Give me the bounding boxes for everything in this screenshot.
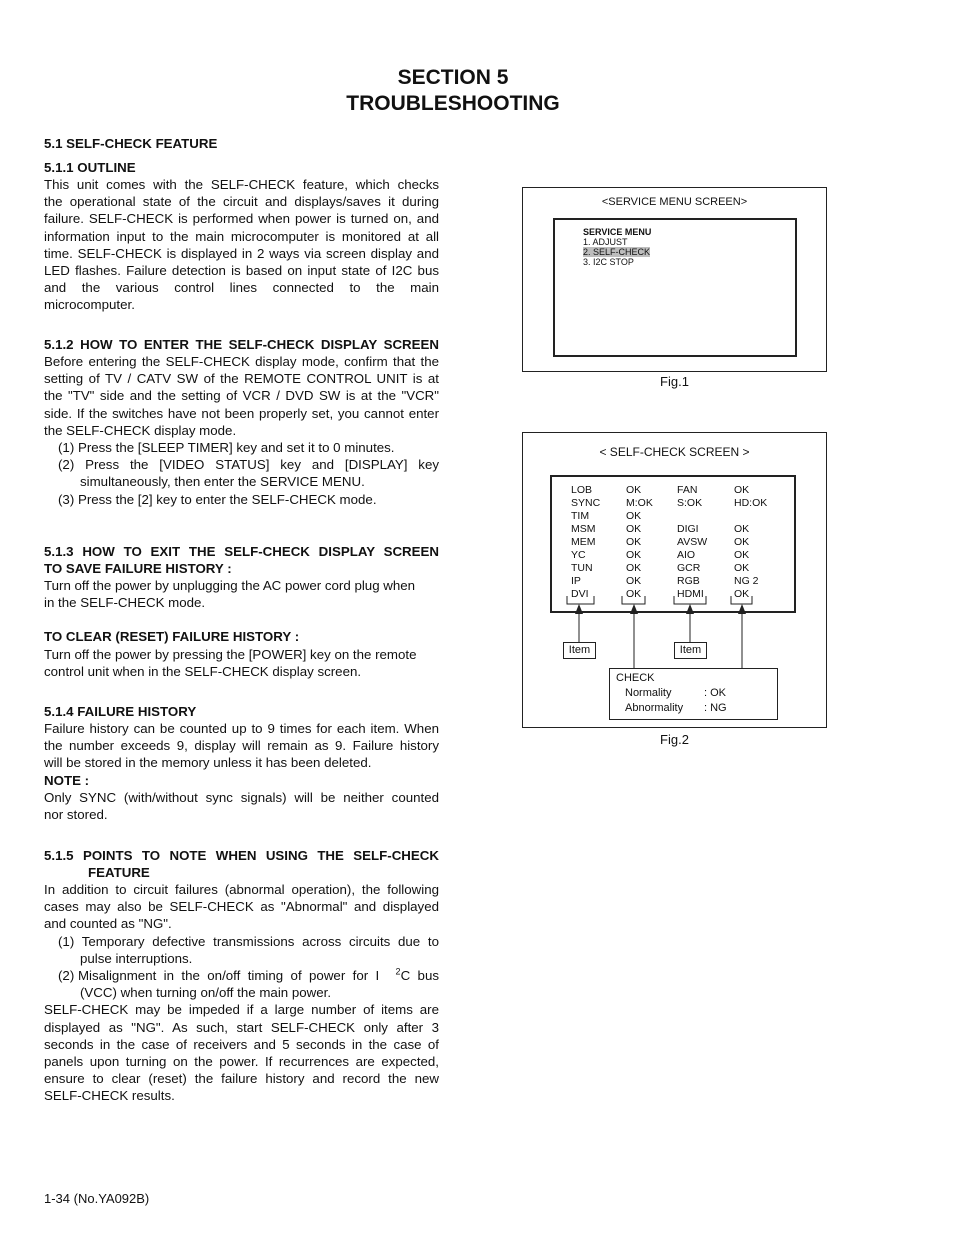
heading-5-1-2: 5.1.2 HOW TO ENTER THE SELF-CHECK DISPLAY SCREEN [44, 337, 439, 352]
text-line: This unit comes with the SELF-CHECK feature, which checks [44, 177, 439, 192]
item-name: FAN [677, 484, 698, 496]
bracket-ok-2 [731, 596, 752, 604]
text-line: side. If the switches have not been properly set, you cannot enter [44, 405, 439, 421]
text-line: control unit when in the SELF-CHECK display screen. [44, 664, 362, 680]
text-line: will be stored in the memory unless it has been deleted. [44, 755, 372, 771]
point-2-cont: (VCC) when turning on/off the main power. [80, 985, 332, 1001]
service-menu-header: <SERVICE MENU SCREEN> [601, 196, 748, 208]
item-label-2: Item [674, 642, 707, 659]
item-status: HD:OK [734, 497, 768, 509]
item-status: OK [626, 523, 642, 535]
text-line: SELF-CHECK results. [44, 1088, 175, 1104]
text-line: nor stored. [44, 807, 108, 823]
heading-5-1-4: 5.1.4 FAILURE HISTORY [44, 704, 197, 719]
note-label: NOTE : [44, 772, 90, 788]
text-line: LED flashes. Failure detection is based on input state of I2C bus [44, 263, 439, 279]
superscript: 2 [395, 966, 401, 977]
text-line: panels upon turning on the power. If recurrences are expected, [44, 1054, 439, 1070]
text-line: cases may also be SELF-CHECK as "Abnormal" and displayed [44, 899, 439, 915]
text-line: setting of TV / CATV SW of the REMOTE CONTROL UNIT is at [44, 371, 439, 387]
self-check-header: < SELF-CHECK SCREEN > [599, 445, 750, 459]
subheading-save: TO SAVE FAILURE HISTORY : [44, 561, 232, 576]
heading-5-1-1: 5.1.1 OUTLINE [44, 160, 136, 175]
item-name: DIGI [677, 523, 699, 535]
arrow-head-icon [630, 604, 638, 614]
text-line: Before entering the SELF-CHECK display mode, confirm that the [44, 354, 439, 369]
item-name: DVI [571, 588, 589, 600]
subheading-clear: TO CLEAR (RESET) FAILURE HISTORY : [44, 629, 300, 644]
normality-value: : OK [704, 687, 727, 699]
item-status: OK [626, 588, 642, 600]
item-status: OK [626, 484, 642, 496]
text-segment: (2) Misalignment in the on/off timing of power for I [58, 968, 380, 984]
text-line: in the SELF-CHECK mode. [44, 595, 206, 611]
item-status: OK [626, 536, 642, 548]
text-line: the "TV" side and the setting of VCR / DVD SW is at the "VCR" [44, 388, 439, 404]
item-name: AVSW [677, 536, 708, 548]
menu-item-i2c-stop: 3. I2C STOP [583, 257, 634, 267]
text-line: Failure history can be counted up to 9 times for each item. When [44, 721, 439, 736]
text-line: seconds in the case of receivers and 5 seconds in the case of [44, 1036, 439, 1052]
menu-item-adjust: 1. ADJUST [583, 237, 628, 247]
point-1-cont: pulse interruptions. [80, 950, 193, 966]
text-line: and the various control lines connected to the main [44, 280, 439, 296]
text-line: displayed as "NG". As such, start SELF-CHECK only after 3 [44, 1019, 439, 1035]
text-line: In addition to circuit failures (abnormal operation), the following [44, 882, 439, 897]
text-line: the operational state of the circuit and displays/saves it during [44, 194, 439, 210]
item-status: OK [734, 536, 750, 548]
item-name: IP [571, 575, 581, 587]
text-line: Only SYNC (with/without sync signals) will be neither counted [44, 789, 439, 805]
item-status: OK [734, 588, 750, 600]
heading-5-1: 5.1 SELF-CHECK FEATURE [44, 136, 218, 151]
item-status: OK [734, 549, 750, 561]
service-menu-title: SERVICE MENU [583, 227, 652, 237]
text-line: failure. SELF-CHECK is performed when power is turned on, and [44, 211, 439, 227]
text-line: Turn off the power by pressing the [POWER] key on the remote [44, 647, 417, 662]
item-label-1: Item [563, 642, 596, 659]
section-number: SECTION 5 [397, 66, 509, 89]
bracket-dvi [567, 596, 594, 604]
heading-5-1-5: 5.1.5 POINTS TO NOTE WHEN USING THE SELF-CHECK [44, 848, 439, 863]
item-status: OK [734, 562, 750, 574]
item-name: AIO [677, 549, 696, 561]
step-3: (3) Press the [2] key to enter the SELF-CHECK mode. [58, 491, 377, 507]
item-status: M:OK [626, 497, 653, 509]
normality-label: Normality [625, 687, 672, 699]
item-status: OK [626, 510, 642, 522]
step-2: (2) Press the [VIDEO STATUS] key and [DISPLAY] key [58, 457, 439, 473]
point-1: (1) Temporary defective transmissions across circuits due to [58, 933, 439, 949]
text-line: time. SELF-CHECK is displayed in 2 ways via screen display and [44, 245, 439, 261]
check-title: CHECK [616, 672, 655, 684]
page-footer: 1-34 (No.YA092B) [44, 1191, 150, 1206]
arrow-head-icon [738, 604, 746, 614]
text-line: the SELF-CHECK display mode. [44, 422, 237, 438]
item-name: HDMI [677, 588, 704, 600]
item-status: OK [626, 549, 642, 561]
heading-5-1-5-cont: FEATURE [88, 865, 150, 880]
item-name: S:OK [677, 497, 703, 509]
item-status: OK [626, 562, 642, 574]
text-line: ensure to clear (reset) the failure history and record the new [44, 1071, 439, 1087]
heading-5-1-3: 5.1.3 HOW TO EXIT THE SELF-CHECK DISPLAY SCREEN [44, 544, 439, 559]
figure-2-caption: Fig.2 [660, 732, 689, 747]
item-name: TIM [571, 510, 590, 522]
item-name: MSM [571, 523, 596, 535]
step-2-cont: simultaneously, then enter the SERVICE MENU. [80, 474, 365, 490]
text-line: microcomputer. [44, 297, 135, 313]
section-title: TROUBLESHOOTING [346, 92, 560, 115]
item-status: OK [734, 523, 750, 535]
item-name: SYNC [571, 497, 601, 509]
item-name: MEM [571, 536, 596, 548]
text-line: Turn off the power by unplugging the AC power cord plug when [44, 578, 416, 593]
item-status: OK [734, 484, 750, 496]
item-name: TUN [571, 562, 593, 574]
item-status: NG 2 [734, 575, 759, 587]
arrow-head-icon [575, 604, 583, 614]
figure-1-caption: Fig.1 [660, 374, 689, 389]
text-line: information input to the main microcomputer is monitored at all [44, 228, 439, 244]
text-line: and counted as "NG". [44, 916, 172, 932]
check-legend-box [609, 668, 778, 720]
text-segment: C bus [400, 968, 439, 984]
step-1: (1) Press the [SLEEP TIMER] key and set it to 0 minutes. [58, 440, 395, 456]
item-name: RGB [677, 575, 700, 587]
arrow-head-icon [686, 604, 694, 614]
bracket-hdmi [674, 596, 706, 604]
text-line: the number exceeds 9, display will remain as 9. Failure history [44, 738, 439, 754]
bracket-ok-1 [622, 596, 645, 604]
abnormality-value: : NG [704, 702, 727, 714]
item-name: LOB [571, 484, 593, 496]
text-line: SELF-CHECK may be impeded if a large number of items are [44, 1002, 439, 1018]
item-name: YC [571, 549, 586, 561]
item-name: GCR [677, 562, 701, 574]
item-status: OK [626, 575, 642, 587]
abnormality-label: Abnormality [625, 702, 684, 714]
menu-item-self-check: 2. SELF-CHECK [583, 247, 651, 257]
